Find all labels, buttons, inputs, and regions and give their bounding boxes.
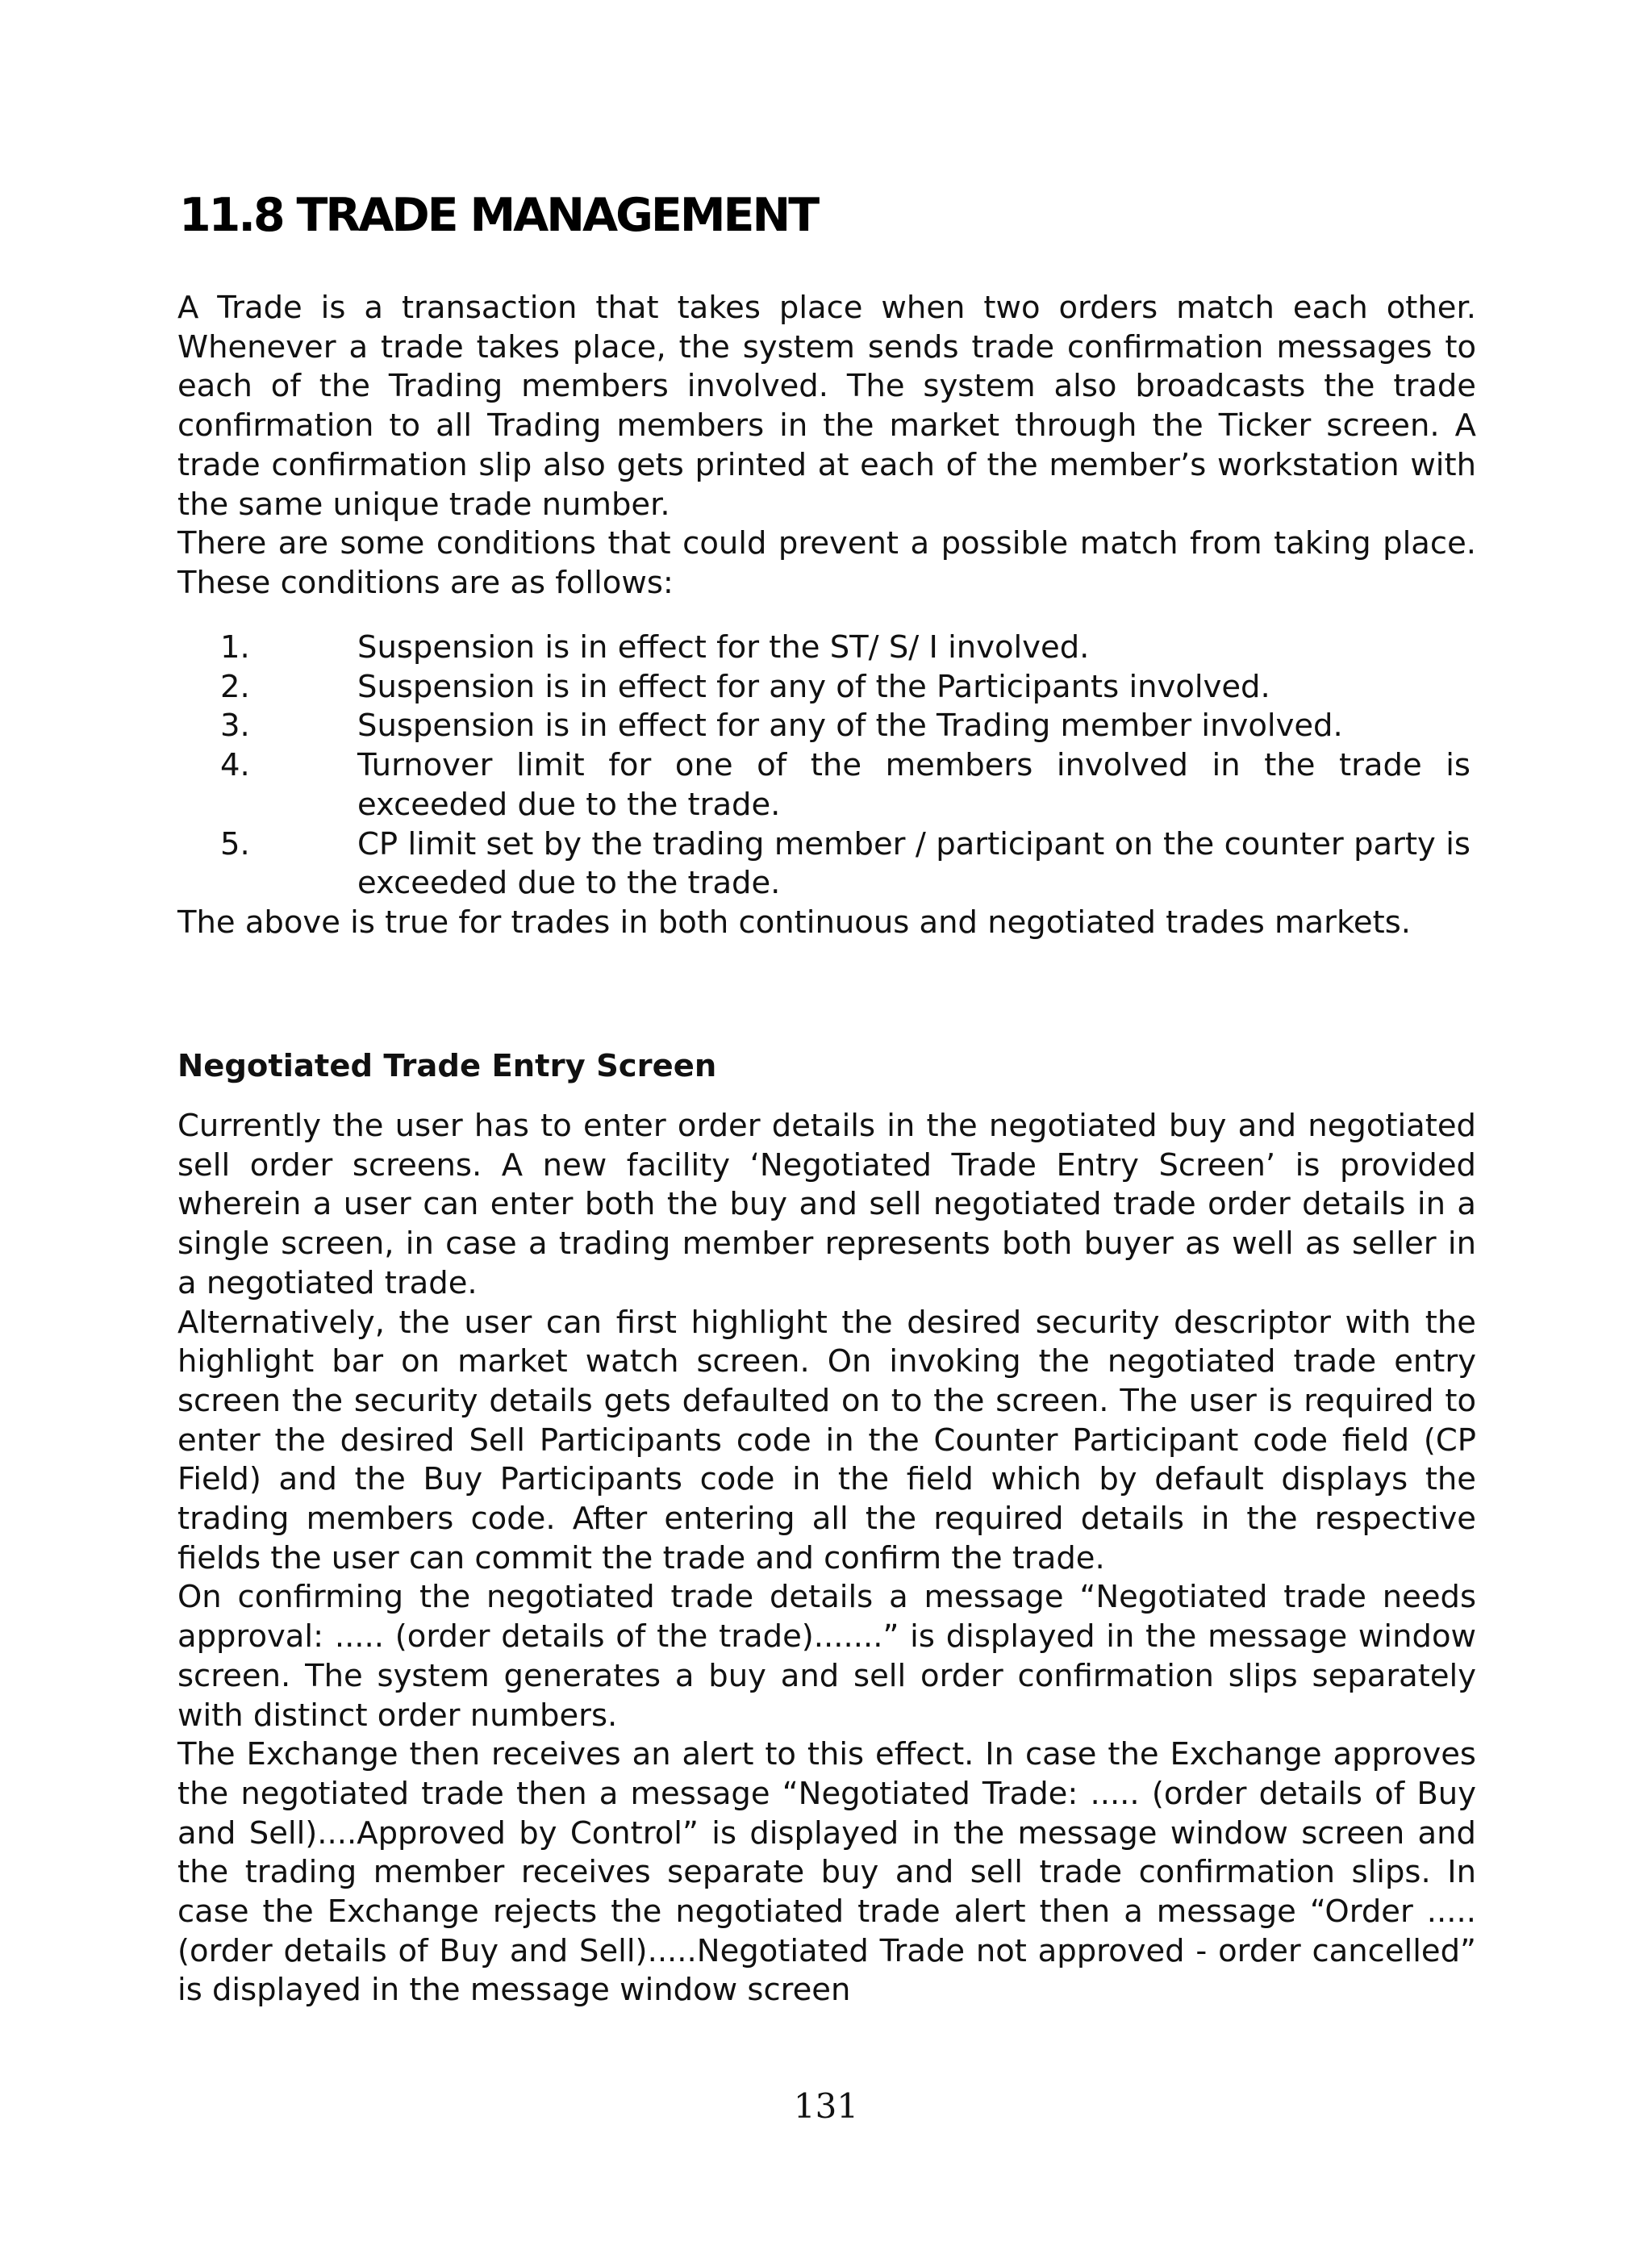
list-item-number: 4. [220, 747, 250, 784]
list-item [177, 746, 1476, 825]
list-item-text: CP limit set by the trading member / participant on the counter party is exceeded due to the trade. [357, 825, 1471, 902]
subsection-paragraph-4: The Exchange then receives an alert to this effect. In case the Exchange approves the negotiated trade then a message “Negotiated Trade: ..... (order details of Buy and Sell)....Approved by Control” is displayed in the message window screen and the trading member receives separate buy and sell trade confirmation slips. In case the Exchange rejects the negotiated trade alert then a message “Order .....(order details of Buy and Sell).....Negotiated Trade not approved - order cancelled” is displayed in the message window screen [177, 1736, 1476, 2009]
list-item-number: 5. [220, 825, 250, 862]
intro-paragraph-1: A Trade is a transaction that takes place when two orders match each other. Whenever a trade takes place, the system sends trade confirmation messages to each of the Trading members involved. The system also broadcasts the trade confirmation to all Trading members in the market through the Ticker screen. A trade confirmation slip also gets printed at each of the member’s workstation with the same unique trade number. [177, 290, 1476, 523]
list-item-number: 3. [220, 708, 250, 745]
list-item [177, 825, 1476, 904]
list-item-text: Suspension is in effect for any of the Participants involved. [357, 668, 1270, 705]
list-item [177, 668, 1476, 708]
subsection-paragraph-3: On confirming the negotiated trade details a message “Negotiated trade needs approval: ..... (order details of the trade).......” is displayed in the message window screen. The system generates a buy and sell order confirmation slips separately with distinct order numbers. [177, 1579, 1476, 1734]
intro-paragraph-2: There are some conditions that could prevent a possible match from taking place. These conditions are as follows: [177, 525, 1476, 601]
list-item-number: 1. [220, 629, 250, 666]
list-item-text: Suspension is in effect for the ST/ S/ I involved. [357, 629, 1090, 666]
list-item [177, 628, 1476, 668]
subsection-title: Negotiated Trade Entry Screen [177, 1048, 717, 1084]
subsection-paragraph-2: Alternatively, the user can first highlight the desired security descriptor with the highlight bar on market watch screen. On invoking the negotiated trade entry screen the security details gets defaulted on to the screen. The user is required to enter the desired Sell Participants code in the Counter Participant code field (CP Field) and the Buy Participants code in the field which by default displays the trading members code. After entering all the required details in the respective fields the user can commit the trade and confirm the trade. [177, 1304, 1476, 1576]
conditions-note-block [177, 904, 1476, 943]
subsection-text [177, 1107, 1476, 2010]
conditions-list [177, 628, 1476, 904]
list-item [177, 707, 1476, 746]
list-item-text: Suspension is in effect for any of the Trading member involved. [357, 708, 1343, 745]
list-item-text: Turnover limit for one of the members involved in the trade is exceeded due to the trade. [357, 747, 1471, 823]
page-number: 131 [793, 2086, 859, 2126]
conditions-note: The above is true for trades in both continuous and negotiated trades markets. [177, 904, 1411, 941]
intro-text [177, 289, 1476, 603]
section-title: 11.8 TRADE MANAGEMENT [179, 189, 818, 242]
list-item-number: 2. [220, 668, 250, 705]
subsection-paragraph-1: Currently the user has to enter order details in the negotiated buy and negotiated sell order screens. A new facility ‘Negotiated Trade Entry Screen’ is provided wherein a user can enter both the buy and sell negotiated trade order details in a single screen, in case a trading member represents both buyer as well as seller in a negotiated trade. [177, 1108, 1476, 1301]
